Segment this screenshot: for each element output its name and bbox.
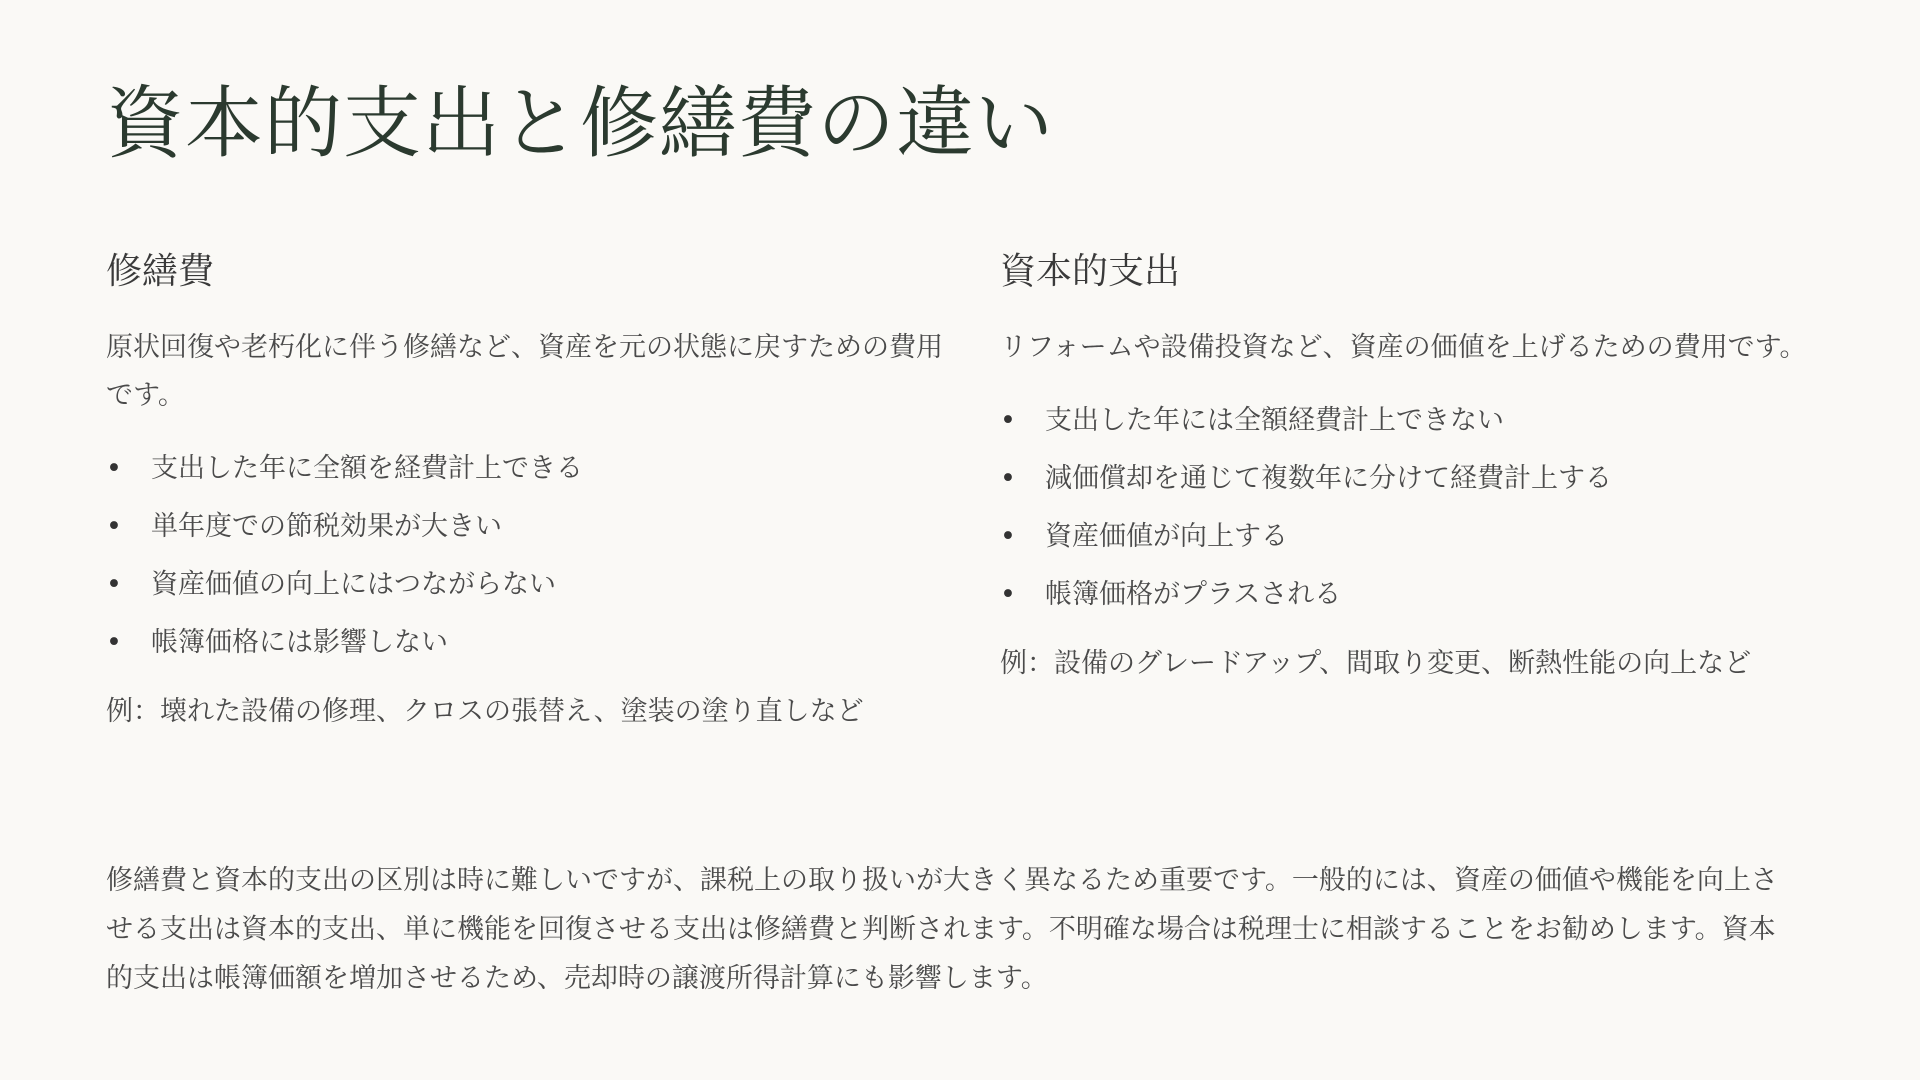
bullet-icon: • <box>1000 463 1016 494</box>
repair-cost-bullet-list <box>106 440 946 672</box>
bullet-icon: • <box>106 569 122 600</box>
bullet-text: 帳簿価格がプラスされる <box>1045 579 1342 610</box>
repair-cost-description: 原状回復や老朽化に伴う修繕など、資産を元の状態に戻すための費用です。 <box>106 332 943 411</box>
bullet-icon: • <box>1000 579 1016 610</box>
capital-expenditure-bullet-list <box>1000 392 1830 624</box>
bullet-text: 資産価値の向上にはつながらない <box>151 569 556 600</box>
list-item <box>106 556 946 614</box>
bullet-icon: • <box>1000 405 1016 436</box>
list-item <box>1000 566 1830 624</box>
bullet-icon: • <box>106 511 122 542</box>
capital-expenditure-heading: 資本的支出 <box>1000 251 1181 292</box>
page-title: 資本的支出と修繕費の違い <box>106 79 1055 169</box>
repair-cost-heading: 修繕費 <box>106 251 215 292</box>
bullet-icon: • <box>106 627 122 658</box>
bullet-text: 資産価値が向上する <box>1045 521 1288 552</box>
repair-cost-column <box>106 246 946 736</box>
list-item <box>1000 508 1830 566</box>
list-item <box>1000 392 1830 450</box>
bullet-text: 帳簿価格には影響しない <box>151 627 448 658</box>
list-item <box>106 498 946 556</box>
capital-expenditure-description: リフォームや設備投資など、資産の価値を上げるための費用です。 <box>1000 332 1807 363</box>
bullet-icon: • <box>1000 521 1016 552</box>
repair-cost-example: 例：壊れた設備の修理、クロスの張替え、塗装の塗り直しなど <box>106 696 864 727</box>
list-item <box>1000 450 1830 508</box>
bullet-text: 支出した年に全額を経費計上できる <box>151 453 583 484</box>
summary-paragraph: 修繕費と資本的支出の区別は時に難しいですが、課税上の取り扱いが大きく異なるため重要です。一般的には、資産の価値や機能を向上させる支出は資本的支出、単に機能を回復させる支出は修繕費と判断されます。不明確な場合は税理士に相談することをお勧めします。資本的支出は帳簿価額を増加させるため、売却時の譲渡所得計算にも影響します。 <box>106 865 1778 994</box>
bullet-icon: • <box>106 453 122 484</box>
bullet-text: 単年度での節税効果が大きい <box>151 511 502 542</box>
capital-expenditure-column <box>1000 246 1830 688</box>
bullet-text: 減価償却を通じて複数年に分けて経費計上する <box>1045 463 1612 494</box>
bullet-text: 支出した年には全額経費計上できない <box>1045 405 1504 436</box>
capital-expenditure-example: 例：設備のグレードアップ、間取り変更、断熱性能の向上など <box>1000 648 1752 679</box>
list-item <box>106 614 946 672</box>
list-item <box>106 440 946 498</box>
